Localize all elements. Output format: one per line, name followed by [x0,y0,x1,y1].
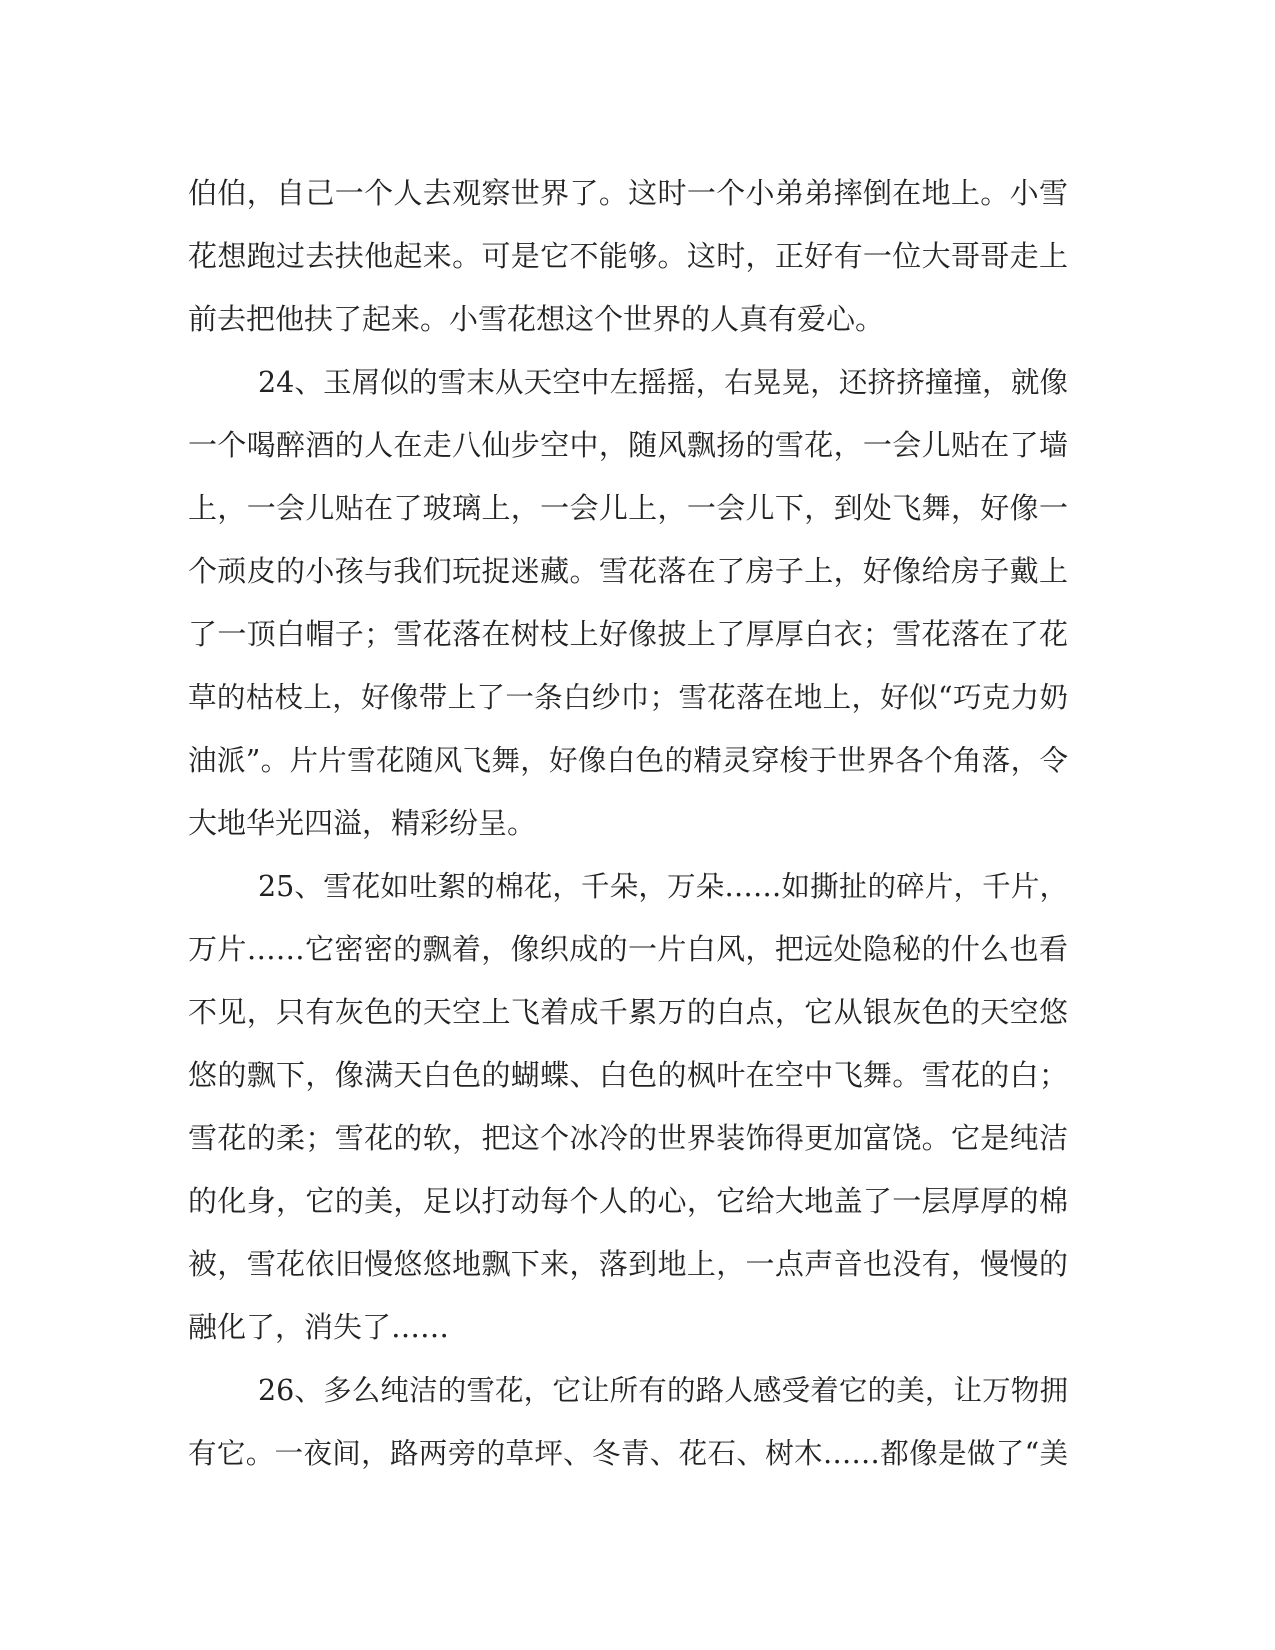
text-line: 的化身，它的美，足以打动每个人的心，它给大地盖了一层厚厚的棉 [188,1184,1068,1218]
text-line: 了一顶白帽子；雪花落在树枝上好像披上了厚厚白衣；雪花落在了花 [188,617,1068,651]
text-line: 一个喝醉酒的人在走八仙步空中，随风飘扬的雪花，一会儿贴在了墙 [188,428,1068,462]
text-line: 前去把他扶了起来。小雪花想这个世界的人真有爱心。 [188,302,885,336]
paragraph-26-start: 26、多么纯洁的雪花，它让所有的路人感受着它的美，让万物拥 [258,1374,1068,1407]
text-line: 悠的飘下，像满天白色的蝴蝶、白色的枫叶在空中飞舞。雪花的白； [188,1058,1068,1092]
text-line: 草的枯枝上，好像带上了一条白纱巾；雪花落在地上，好似“巧克力奶 [188,681,1068,714]
text-line: 大地华光四溢，精彩纷呈。 [188,806,537,840]
text-line: 个顽皮的小孩与我们玩捉迷藏。雪花落在了房子上，好像给房子戴上 [188,554,1068,588]
text-line: 上，一会儿贴在了玻璃上，一会儿上，一会儿下，到处飞舞，好像一 [188,491,1068,525]
text-line: 融化了，消失了…… [188,1310,450,1344]
text-line: 有它。一夜间，路两旁的草坪、冬青、花石、树木……都像是做了“美 [188,1437,1068,1470]
paragraph-24-start: 24、玉屑似的雪末从天空中左摇摇，右晃晃，还挤挤撞撞，就像 [258,366,1068,399]
text-line: 雪花的柔；雪花的软，把这个冰冷的世界装饰得更加富饶。它是纯洁 [188,1121,1068,1155]
text-line: 花想跑过去扶他起来。可是它不能够。这时，正好有一位大哥哥走上 [188,239,1068,273]
text-line: 被，雪花依旧慢悠悠地飘下来，落到地上，一点声音也没有，慢慢的 [188,1247,1068,1281]
text-line: 伯伯，自己一个人去观察世界了。这时一个小弟弟摔倒在地上。小雪 [188,176,1068,210]
paragraph-25-start: 25、雪花如吐絮的棉花，千朵，万朵……如撕扯的碎片，千片， [258,870,1068,903]
text-line: 不见，只有灰色的天空上飞着成千累万的白点，它从银灰色的天空悠 [188,995,1068,1029]
text-line: 油派”。片片雪花随风飞舞，好像白色的精灵穿梭于世界各个角落，令 [188,744,1068,777]
document-body [188,162,1068,1485]
text-line: 万片……它密密的飘着，像织成的一片白风，把远处隐秘的什么也看 [188,932,1068,966]
